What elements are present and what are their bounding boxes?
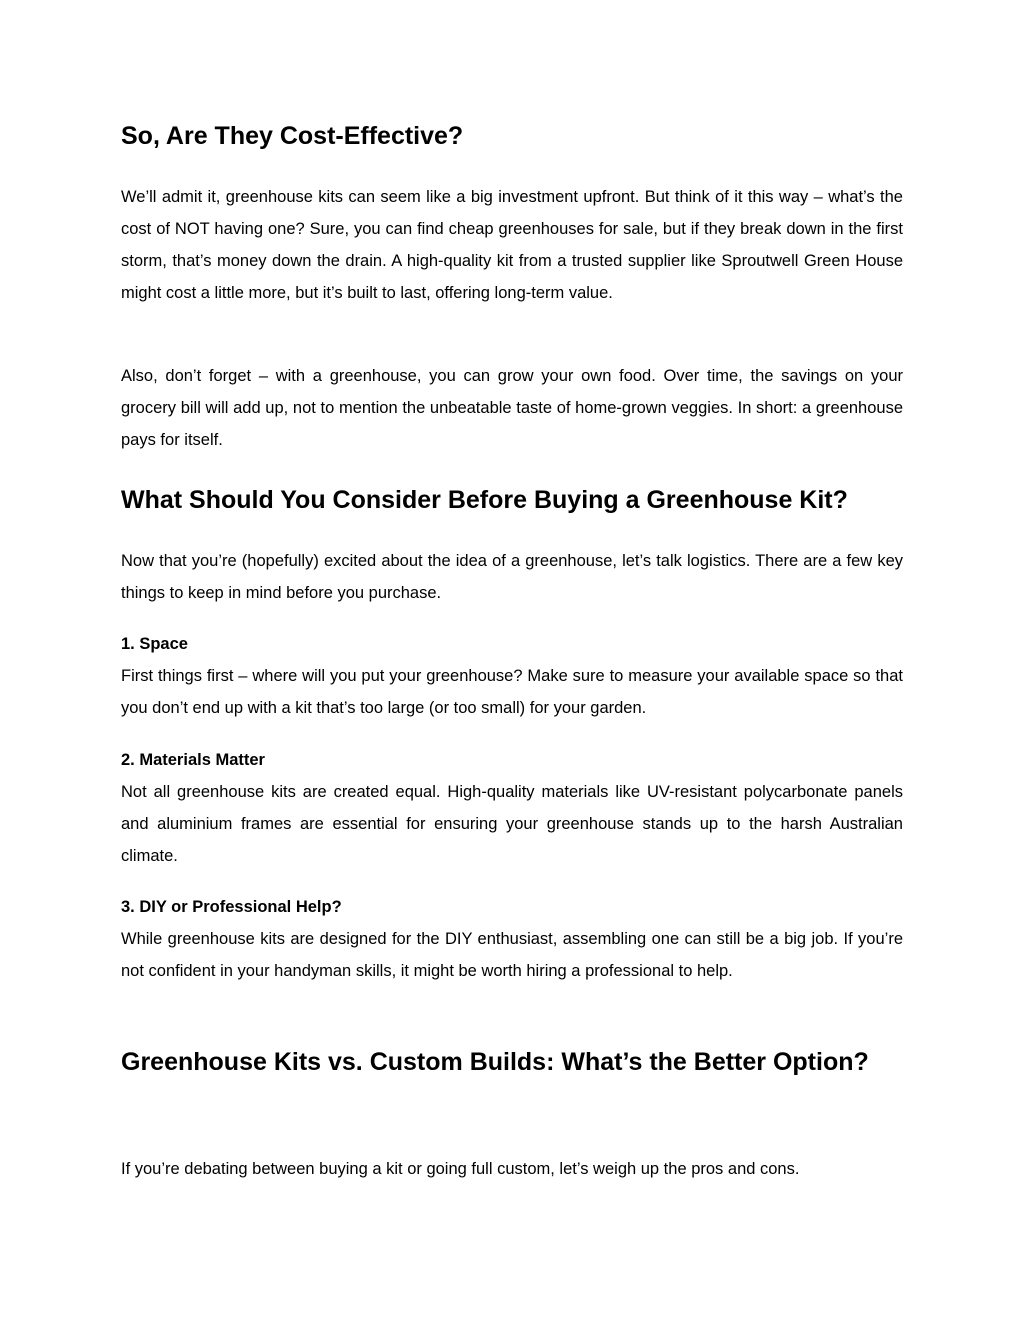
paragraph-consider-intro: Now that you’re (hopefully) excited about the idea of a greenhouse, let’s talk logistics. There are a few key things to keep in mind before you purchase. — [121, 552, 903, 602]
subheading-space: 1. Space — [121, 635, 188, 653]
paragraph-cost-investment: We’ll admit it, greenhouse kits can seem like a big investment upfront. But think of it this way – what’s the cost of NOT having one? Sure, you can find cheap greenhouses for sale, but if they break down in the first storm, that’s money down the drain. A high-quality kit from a trusted supplier like Sproutwell Green House might cost a little more, but it’s built to last, offering long-term value. — [121, 188, 903, 302]
subheading-materials: 2. Materials Matter — [121, 751, 265, 769]
subheading-diy: 3. DIY or Professional Help? — [121, 898, 342, 916]
paragraph-compare-intro: If you’re debating between buying a kit or going full custom, let’s weigh up the pros and cons. — [121, 1160, 800, 1178]
list-item-space — [121, 628, 903, 724]
paragraph-materials: Not all greenhouse kits are created equal. High-quality materials like UV-resistant polycarbonate panels and aluminium frames are essential for ensuring your greenhouse stands up to the harsh Australian climate. — [121, 783, 903, 865]
paragraph-diy: While greenhouse kits are designed for the DIY enthusiast, assembling one can still be a big job. If you’re not confident in your handyman skills, it might be worth hiring a professional to help. — [121, 930, 903, 980]
section-heading-kits-vs-custom: Greenhouse Kits vs. Custom Builds: What’s the Better Option? — [121, 1048, 869, 1076]
list-item-diy — [121, 891, 903, 987]
paragraph-space: First things first – where will you put your greenhouse? Make sure to measure your available space so that you don’t end up with a kit that’s too large (or too small) for your garden. — [121, 667, 903, 717]
paragraph-cost-savings: Also, don’t forget – with a greenhouse, you can grow your own food. Over time, the savings on your grocery bill will add up, not to mention the unbeatable taste of home-grown veggies. In short: a greenhouse pays for itself. — [121, 367, 903, 449]
list-item-materials — [121, 744, 903, 872]
section-heading-cost-effective: So, Are They Cost-Effective? — [121, 122, 464, 150]
section-heading-consider: What Should You Consider Before Buying a Greenhouse Kit? — [121, 486, 848, 514]
